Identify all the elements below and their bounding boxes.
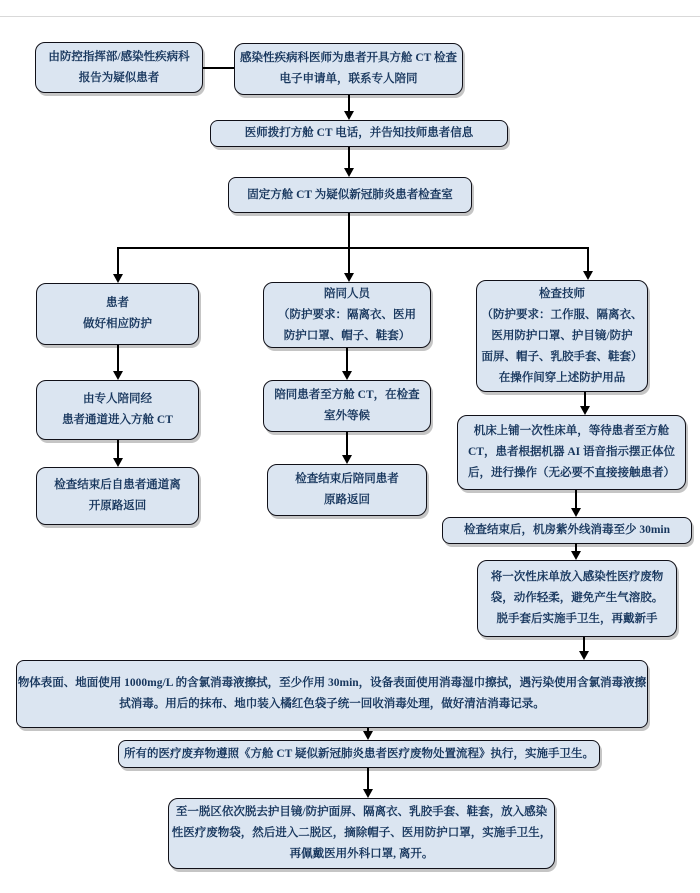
arrow-waste-doffing-line — [367, 768, 369, 790]
arrow-tech-2-3-line — [575, 490, 577, 509]
flow-node-patient-protect — [36, 283, 199, 345]
connector-report-order — [203, 67, 234, 69]
flow-node-patient-return — [36, 467, 199, 525]
arrow-tech-2-3-head-icon — [571, 508, 581, 517]
node-text-line: 在操作间穿上述防护用品 — [498, 371, 626, 384]
arrow-patient-2-3-head-icon — [113, 458, 123, 467]
node-text-line: 拭消毒。用后的抹布、地巾装入橘红色袋子统一回收消毒处理，做好清洁消毒记录。 — [119, 698, 545, 710]
flow-node-sheet-disposal — [477, 560, 677, 637]
node-text-line: 至一脱区依次脱去护目镜/防护面屏、隔离衣、乳胶手套、鞋套，放入感染 — [175, 806, 548, 818]
arrow-sheet-surface-line — [583, 637, 585, 652]
branch-middle-head-icon — [344, 273, 354, 282]
arrow-order-call-line — [348, 95, 350, 112]
node-text-line: 医师拨打方舱 CT 电话，并告知技师患者信息 — [244, 127, 474, 139]
flow-node-doffing — [168, 798, 555, 869]
node-text-line: 感染性疾病科医师为患者开具方舱 CT 检查 — [239, 52, 457, 64]
flow-node-escort-return — [267, 464, 427, 516]
node-text-line: CT，患者根据机器 AI 语音指示摆正体位 — [467, 446, 675, 458]
node-text-line: 报告为疑似患者 — [78, 71, 160, 84]
flow-node-report — [35, 42, 203, 93]
node-text-line: 检查结束后自患者通道离 — [54, 479, 181, 491]
branch-right-line — [587, 249, 589, 272]
arrow-surface-waste-head-icon — [363, 731, 373, 740]
flow-node-scan-operation — [457, 415, 686, 490]
node-text-line: 由专人陪同经 — [83, 393, 152, 405]
arrow-patient-1-2-line — [117, 345, 119, 372]
flow-node-uv-disinfect — [442, 517, 692, 544]
node-text-line: 所有的医疗废弃物遵照《方舱 CT 疑似新冠肺炎患者医疗废物处置流程》执行，实施手卫生。 — [123, 747, 594, 760]
flow-node-fix — [228, 177, 472, 213]
arrow-sheet-surface-head-icon — [579, 651, 589, 660]
arrow-escort-2-3-line — [346, 432, 348, 456]
flow-node-escort-wait — [263, 380, 431, 432]
node-text-line: 检查结束后，机房紫外线消毒至少 30min — [463, 524, 671, 536]
node-text-line: 将一次性床单放入感染性医疗废物 — [490, 571, 664, 583]
node-text-line: 做好相应防护 — [83, 318, 152, 330]
flow-node-call — [210, 120, 508, 147]
page-top-border — [0, 16, 700, 17]
branch-left-line — [117, 249, 119, 275]
branch-horizontal-line — [117, 247, 589, 249]
node-text-line: 室外等候 — [324, 410, 370, 422]
arrow-patient-2-3-line — [117, 440, 119, 459]
flow-node-escort-staff — [263, 282, 431, 348]
node-text-line: 检查结束后陪同患者 — [295, 473, 399, 485]
node-text-line: 机床上铺一次性床单，等待患者至方舱 — [473, 425, 670, 437]
node-text-line: 陪同患者至方舱 CT，在检查 — [274, 389, 420, 401]
flow-node-patient-enter — [36, 380, 199, 440]
node-text-line: 袋，动作轻柔，避免产生气溶胶。 — [490, 592, 664, 604]
branch-left-head-icon — [113, 274, 123, 283]
node-text-line: 面屏、帽子、乳胶手套、鞋套） — [481, 350, 643, 363]
node-text-line: 检查技师 — [539, 287, 585, 300]
node-text-line: 开原路返回 — [88, 500, 147, 512]
node-text-line: 后，进行操作（无必要不直接接触患者） — [468, 467, 675, 479]
node-text-line: 防护口罩、帽子、鞋套） — [283, 329, 411, 342]
arrow-order-call-head-icon — [344, 111, 354, 120]
flow-node-medical-waste — [118, 740, 600, 768]
node-text-line: 陪同人员 — [324, 287, 370, 300]
arrow-call-fix-head-icon — [344, 168, 354, 177]
arrow-tech-3-4-head-icon — [571, 551, 581, 560]
flow-node-technician — [476, 280, 648, 392]
node-text-line: 电子申请单，联系专人陪同 — [279, 73, 418, 85]
arrow-escort-2-3-head-icon — [342, 455, 352, 464]
node-text-line: 患者 — [106, 297, 129, 309]
flow-node-order — [234, 43, 463, 95]
flow-node-surface-disinfect — [16, 660, 648, 728]
branch-stem-line — [348, 213, 350, 249]
arrow-escort-1-2-head-icon — [342, 371, 352, 380]
arrow-tech-1-2-head-icon — [580, 406, 590, 415]
branch-middle-line — [348, 249, 350, 274]
node-text-line: 患者通道进入方舱 CT — [62, 414, 173, 426]
node-text-line: 由防控指挥部/感染性疾病科 — [48, 50, 190, 63]
node-text-line: 性医疗废物袋，然后进入二脱区，摘除帽子、医用防护口罩，实施手卫生， — [171, 827, 552, 839]
arrow-call-fix-line — [348, 147, 350, 169]
node-text-line: （防护要求：工作服、隔离衣、 — [481, 308, 643, 321]
node-text-line: 原路返回 — [324, 494, 370, 506]
arrow-tech-1-2-line — [584, 392, 586, 407]
node-text-line: （防护要求：隔离衣、医用 — [278, 308, 416, 321]
arrow-waste-doffing-head-icon — [363, 789, 373, 798]
arrow-escort-1-2-line — [346, 348, 348, 372]
branch-right-head-icon — [583, 271, 593, 280]
node-text-line: 物体表面、地面使用 1000mg/L 的含氯消毒液擦拭，至少作用 30min，设备表面使用消毒湿巾擦拭，遇污染使用含氯消毒液擦 — [17, 677, 647, 689]
node-text-line: 再佩戴医用外科口罩, 离开。 — [289, 848, 434, 860]
node-text-line: 固定方舱 CT 为疑似新冠肺炎患者检查室 — [247, 188, 453, 201]
node-text-line: 医用防护口罩、护目镜/防护 — [491, 329, 633, 342]
node-text-line: 脱手套后实施手卫生，再戴新手 — [496, 613, 658, 625]
arrow-patient-1-2-head-icon — [113, 371, 123, 380]
